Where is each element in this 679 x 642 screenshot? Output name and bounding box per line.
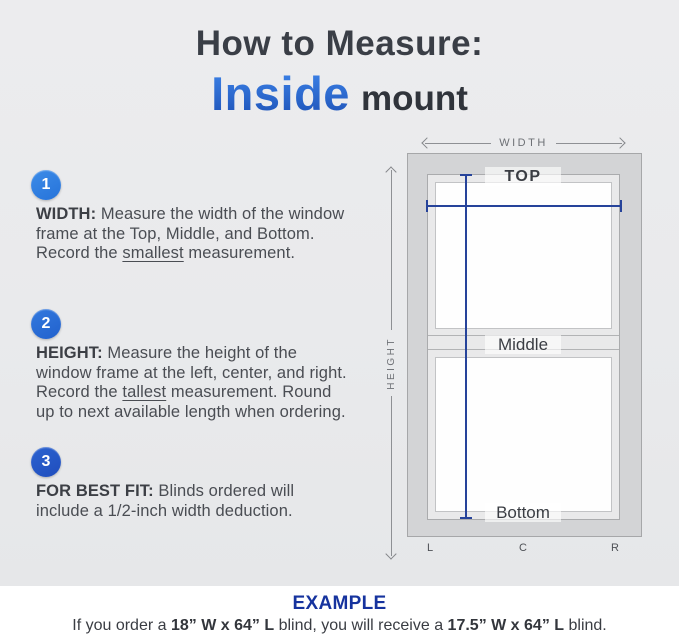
step-3-text [36, 482, 348, 521]
width-measure-left-tick [426, 200, 428, 212]
width-dimension-label: WIDTH [499, 137, 548, 149]
arrow-line [425, 143, 491, 144]
step-2-badge [31, 309, 61, 339]
height-measure-bottom-tick [460, 517, 472, 519]
center-mark: C [519, 542, 528, 554]
step-1-body-end: measurement. [183, 244, 296, 262]
height-dimension-label: HEIGHT [385, 336, 397, 390]
step-3-label: FOR BEST FIT: [36, 482, 154, 500]
arrow-up-icon [385, 166, 396, 177]
example-heading: EXAMPLE [292, 593, 387, 614]
arrow-line [391, 170, 392, 330]
step-1-underlined-word: smallest [122, 244, 184, 262]
step-2-label: HEIGHT: [36, 344, 103, 362]
step-3-badge [31, 447, 61, 477]
arrow-right-icon [614, 137, 625, 148]
example-received-size: 17.5” W x 64” L [447, 617, 565, 634]
width-measure-line [427, 205, 621, 207]
window-bottom-sash-pane [435, 357, 612, 512]
step-1-badge [31, 170, 61, 200]
arrow-left-icon [421, 137, 432, 148]
page-subtitle [0, 66, 679, 121]
step-2-number: 2 [41, 315, 51, 332]
page-title: How to Measure: [195, 24, 484, 63]
example-text-middle: blind, you will receive a [274, 617, 448, 634]
top-position-label [485, 167, 561, 186]
subtitle-rest: mount [360, 79, 468, 118]
step-2-underlined-word: tallest [122, 383, 167, 401]
height-measure-top-tick [460, 174, 472, 176]
step-1-body: Measure the width of the window frame at the Top, Middle, and Bottom. Record the [36, 205, 345, 262]
step-1-number: 1 [41, 176, 51, 193]
bottom-label-text: Bottom [496, 502, 550, 522]
subtitle-highlight: Inside [211, 67, 350, 120]
step-2-text [36, 344, 348, 422]
bottom-position-label [485, 503, 561, 522]
example-ordered-size: 18” W x 64” L [170, 617, 275, 634]
example-text-end: blind. [564, 617, 607, 634]
page-header [0, 24, 679, 121]
example-text [0, 617, 679, 635]
left-mark: L [427, 542, 435, 554]
middle-label-text: Middle [497, 334, 549, 354]
example-footer [0, 586, 679, 642]
step-1-label: WIDTH: [36, 205, 97, 223]
example-text-start: If you order a [72, 617, 171, 634]
step-3-body: Blinds ordered will include a 1/2-inch width deduction. [36, 482, 295, 520]
height-measure-line [465, 175, 467, 518]
height-dimension-arrow [384, 168, 398, 558]
step-1-text [36, 205, 348, 264]
step-2-body-end: measurement. Round up to next available length when ordering. [36, 383, 346, 421]
arrow-line [391, 396, 392, 556]
width-dimension-arrow [423, 136, 624, 150]
middle-position-label [485, 335, 561, 354]
arrow-down-icon [385, 548, 396, 559]
arrow-line [556, 143, 622, 144]
width-measure-right-tick [620, 200, 622, 212]
right-mark: R [611, 542, 620, 554]
window-measure-diagram [383, 133, 679, 578]
step-3-number: 3 [41, 453, 51, 470]
top-label-text: TOP [504, 167, 542, 185]
step-2-body: Measure the height of the window frame at the left, center, and right. Record the [36, 344, 347, 401]
